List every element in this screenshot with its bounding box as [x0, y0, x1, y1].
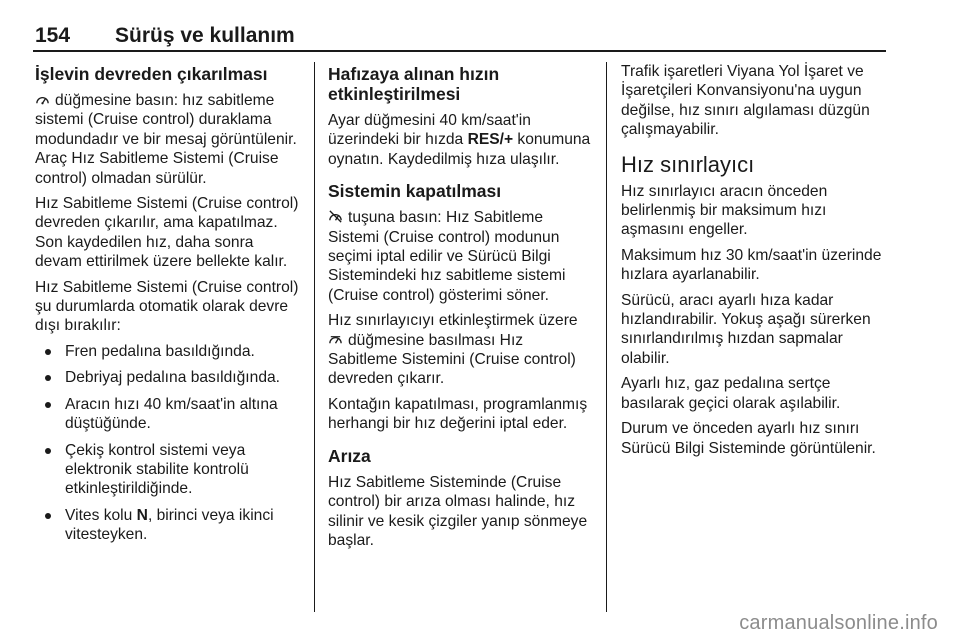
section-title: Sürüş ve kullanım [115, 24, 295, 47]
res-plus-label: RES/+ [467, 131, 514, 149]
paragraph: Hız Sabitleme Sistemi (Cruise control) şu durumlarda otomatik olarak devre dışı bırakılır: [35, 278, 299, 335]
list-item: Vites kolu N, birinci veya ikinci vitesteyken. [35, 506, 303, 545]
heading-fault: Arıza [328, 445, 371, 466]
paragraph: Hız sınırlayıcıyı etkinleştirmek üzere düğmesine basılması Hız Sabitleme Sistemini (Cruise control) devreden çıkarır. [328, 312, 578, 388]
paragraph: Hız Sabitleme Sisteminde (Cruise control) bir arıza olması halinde, hız silinir ve kesik çizgiler yanıp sönmeye başlar. [328, 473, 588, 549]
gear-n-label: N [136, 506, 148, 524]
bullet-list [35, 342, 303, 545]
page-header [33, 18, 886, 52]
cruise-off-icon [328, 209, 343, 224]
column-3 [621, 62, 891, 464]
list-item: Aracın hızı 40 km/saat'in altına düştüğünde. [35, 395, 303, 434]
paragraph: Ayarlı hız, gaz pedalına sertçe basılarak geçici olarak aşılabilir. [621, 375, 841, 412]
heading-resume-speed: Hafızaya alınan hızın etkinleştirilmesi [328, 64, 500, 104]
list-item: Fren pedalına basıldığında. [35, 342, 303, 361]
heading-deactivate: İşlevin devreden çıkarılması [35, 64, 268, 84]
list-item: Çekiş kontrol sistemi veya elektronik stabilite kontrolü etkinleştirildiğinde. [35, 441, 303, 499]
paragraph-text: düğmesine basın: hız sabitleme sistemi (Cruise control) duraklama modundadır ve bir mesaj görüntülenir. Araç Hız Sabitleme Sistemi (Cruise control) olmadan sürülür. [35, 92, 297, 187]
bullet-icon [45, 402, 51, 408]
paragraph: Hız Sabitleme Sistemi (Cruise control) devreden çıkarılır, ama kapatılmaz. Son kaydedilen hız, daha sonra devam ettirilmek üzere bellekte kalır. [35, 195, 299, 271]
cruise-control-icon [35, 92, 50, 107]
paragraph: Sürücü, aracı ayarlı hıza kadar hızlandırabilir. Yokuş aşağı sürerken sınırlandırılmış hızdan sapmalar olabilir. [621, 291, 871, 367]
bullet-icon [45, 375, 51, 381]
paragraph: Durum ve önceden ayarlı hız sınırı Sürücü Bilgi Sisteminde görüntülenir. [621, 420, 876, 457]
bullet-icon [45, 349, 51, 355]
bullet-icon [45, 513, 51, 519]
paragraph-text: tuşuna basın: Hız Sabitleme Sistemi (Cruise control) modunun seçimi iptal edilir ve Sürücü Bilgi Sistemindeki hız sabitleme sistemi (Cruise control) gösterimi söner. [328, 209, 566, 304]
header-rule [33, 50, 886, 52]
paragraph [35, 91, 303, 188]
speed-limiter-icon [328, 332, 343, 347]
paragraph: Kontağın kapatılması, programlanmış herhangi bir hız değerini iptal eder. [328, 395, 588, 433]
paragraph: Ayar düğmesini 40 km/saat'in üzerindeki bir hızda RES/+ konumuna oynatın. Kaydedilmiş hıza ulaşılır. [328, 112, 591, 168]
bullet-icon [45, 448, 51, 454]
heading-speed-limiter: Hız sınırlayıcı [621, 151, 755, 177]
paragraph: Hız sınırlayıcı aracın önceden belirlenmiş bir maksimum hızı aşmasını engeller. [621, 182, 828, 239]
watermark: carmanualsonline.info [739, 612, 938, 634]
column-2 [328, 62, 596, 556]
paragraph: Trafik işaretleri Viyana Yol İşaret ve İşaretçileri Konvansiyonu'na uygun değilse, hız sınırı algılaması düzgün çalışmayabilir. [621, 63, 870, 139]
page-number: 154 [35, 24, 71, 47]
list-item: Debriyaj pedalına basıldığında. [35, 368, 303, 387]
column-1 [35, 62, 303, 552]
column-divider [606, 62, 607, 612]
column-divider [314, 62, 315, 612]
paragraph: Maksimum hız 30 km/saat'in üzerinde hızlara ayarlanabilir. [621, 246, 882, 284]
paragraph [328, 208, 596, 305]
heading-switch-off: Sistemin kapatılması [328, 181, 502, 202]
